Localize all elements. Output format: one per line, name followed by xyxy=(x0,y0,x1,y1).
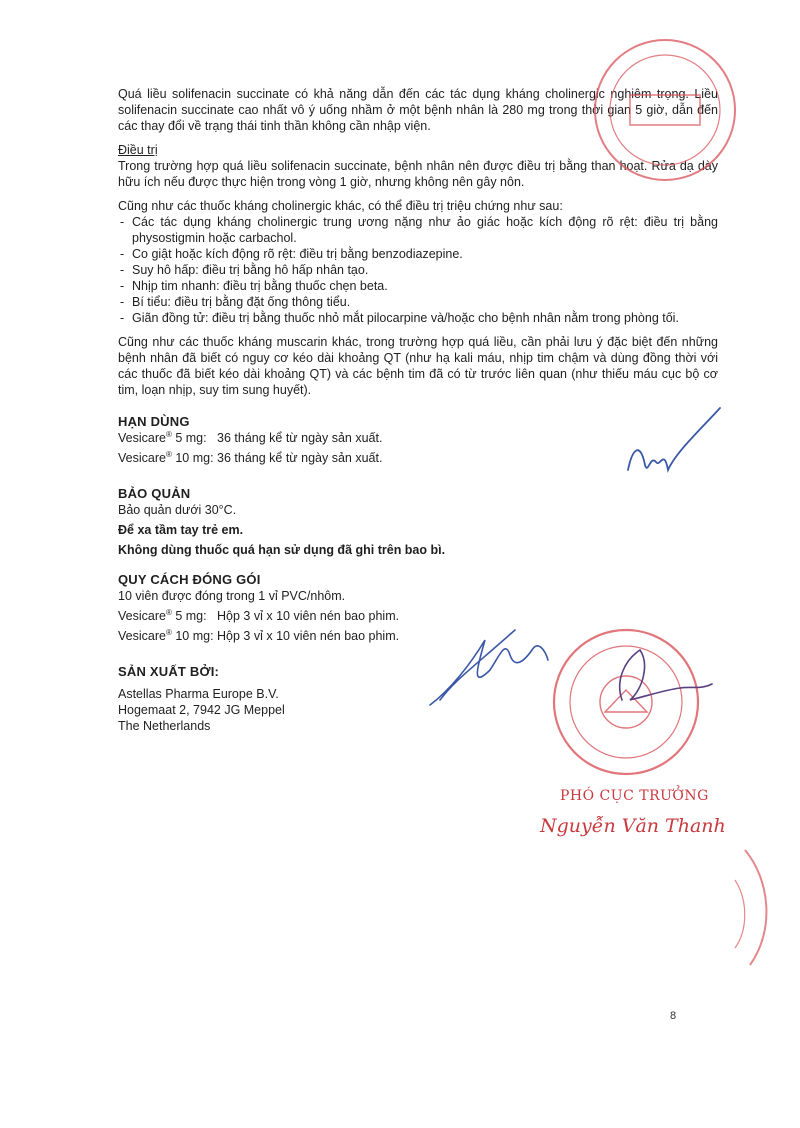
list-item: - Co giật hoặc kích động rõ rệt: điều trị bằng benzodiazepine. xyxy=(118,246,718,262)
storage-warning-expiry: Không dùng thuốc quá hạn sử dụng đã ghi trên bao bì. xyxy=(118,543,446,557)
stamp-signer-name: Nguyễn Văn Thanh xyxy=(540,815,726,837)
symptom-list xyxy=(118,214,718,326)
storage-heading: BẢO QUẢN xyxy=(118,486,191,501)
shelf-life-row: Vesicare® 10 mg: 36 tháng kể từ ngày sản xuất. xyxy=(118,449,383,465)
list-item: - Nhịp tim nhanh: điều trị bằng thuốc chẹn beta. xyxy=(118,278,718,294)
packaging-row: Vesicare® 5 mg: Hộp 3 vỉ x 10 viên nén bao phim. xyxy=(118,607,400,623)
manufacturer-line: Hogemaat 2, 7942 JG Meppel xyxy=(118,703,285,717)
shelf-life-row: Vesicare® 5 mg: 36 tháng kể từ ngày sản xuất. xyxy=(118,429,383,445)
packaging-text: 10 viên được đóng trong 1 vỉ PVC/nhôm. xyxy=(118,589,346,603)
packaging-heading: QUY CÁCH ĐÓNG GÓI xyxy=(118,572,261,587)
manufacturer-line: Astellas Pharma Europe B.V. xyxy=(118,687,279,701)
symptom-intro: Cũng như các thuốc kháng cholinergic khác, có thể điều trị triệu chứng như sau: xyxy=(118,199,563,213)
storage-text: Bảo quản dưới 30°C. xyxy=(118,503,237,517)
list-item: - Bí tiểu: điều trị bằng đặt ống thông tiểu. xyxy=(118,294,718,310)
shelf-life-heading: HẠN DÙNG xyxy=(118,414,190,429)
list-item: - Các tác dụng kháng cholinergic trung ương nặng như ảo giác hoặc kích động rõ rệt: điều trị bằng physostigmin hoặc carbachol. xyxy=(118,214,718,246)
muscarin-paragraph: Cũng như các thuốc kháng muscarin khác, trong trường hợp quá liều, cần phải lưu ý đặc biệt đến những bệnh nhân đã biết có nguy cơ kéo dài khoảng QT (như hạ kali máu, nhịp tim chậm và dùng đồng thời với các thuốc đã biết kéo dài khoảng QT) và các bệnh tim đã có từ trước liên quan (như thiếu máu cục bộ cơ tim, loạn nhịp, suy tim sung huyết). xyxy=(118,335,718,397)
treatment-paragraph: Trong trường hợp quá liều solifenacin succinate, bệnh nhân nên được điều trị bằng than hoạt. Rửa dạ dày hữu ích nếu được thực hiện trong vòng 1 giờ, nhưng không nên gây nôn. xyxy=(118,159,718,189)
manufacturer-heading: SẢN XUẤT BỞI: xyxy=(118,664,220,679)
document-body xyxy=(118,86,718,734)
list-item: - Giãn đồng tử: điều trị bằng thuốc nhỏ mắt pilocarpine và/hoặc cho bệnh nhân nằm trong phòng tối. xyxy=(118,310,718,326)
overdose-paragraph: Quá liều solifenacin succinate có khả năng dẫn đến các tác dụng kháng cholinergic nghiêm trọng. Liều solifenacin succinate cao nhất vô ý uống nhầm ở một bệnh nhân là 280 mg trong thời gian 5 giờ, dẫn đến các thay đổi về trạng thái tinh thần không cần nhập viện. xyxy=(118,87,718,133)
packaging-row: Vesicare® 10 mg: Hộp 3 vỉ x 10 viên nén bao phim. xyxy=(118,627,400,643)
partial-stamp-icon xyxy=(735,850,766,965)
stamp-title: PHÓ CỤC TRƯỞNG xyxy=(560,788,709,804)
manufacturer-line: The Netherlands xyxy=(118,719,211,733)
list-item: - Suy hô hấp: điều trị bằng hô hấp nhân tạo. xyxy=(118,262,718,278)
page-number: 8 xyxy=(670,1010,677,1022)
storage-warning-children: Để xa tầm tay trẻ em. xyxy=(118,523,244,537)
treatment-title: Điều trị xyxy=(118,143,158,157)
